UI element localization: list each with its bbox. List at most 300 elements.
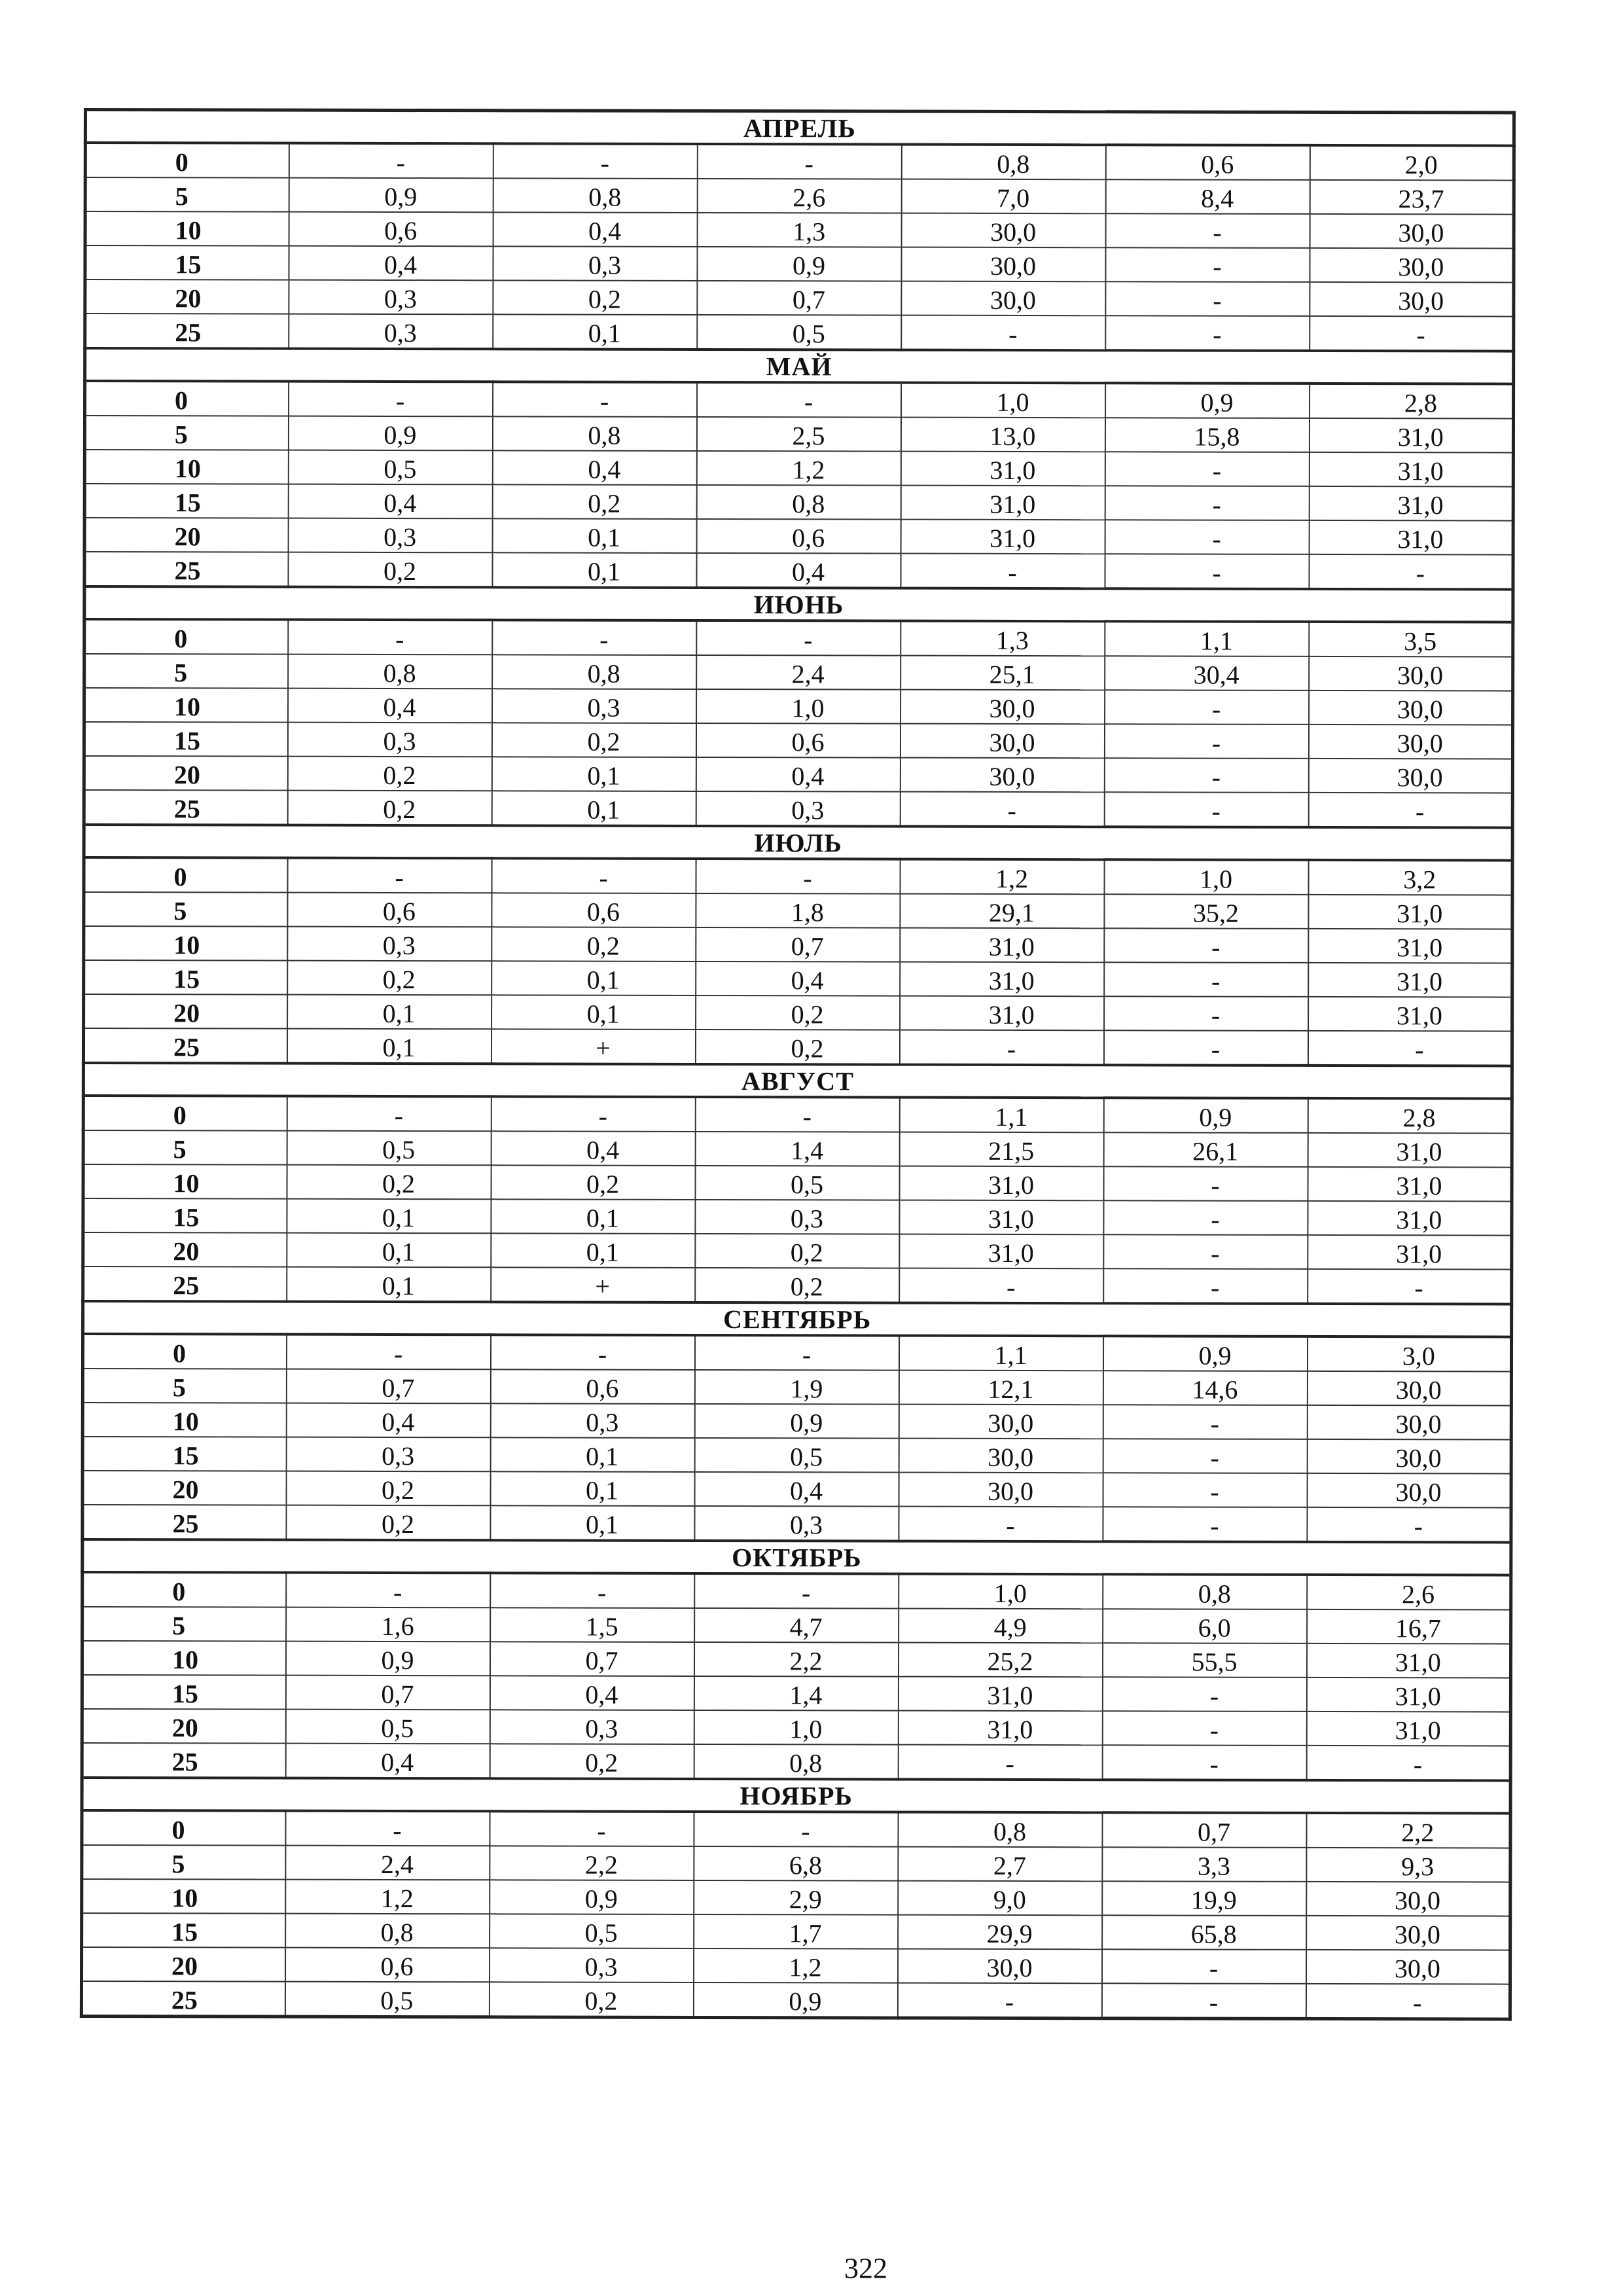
value-cell: - — [1105, 281, 1310, 316]
value-cell: 3,2 — [1308, 860, 1512, 895]
value-cell: 0,8 — [492, 655, 696, 689]
value-cell: - — [289, 382, 493, 417]
value-cell: 4,9 — [899, 1609, 1103, 1643]
value-cell: 25,2 — [898, 1643, 1102, 1677]
value-cell: - — [1306, 1984, 1510, 2019]
value-cell: - — [899, 1268, 1103, 1304]
value-cell: 0,5 — [697, 315, 901, 350]
table-row — [82, 1471, 1511, 1508]
value-cell: - — [1101, 1983, 1306, 2018]
value-cell: 1,0 — [901, 383, 1105, 418]
table-row — [84, 416, 1513, 453]
table-row — [84, 450, 1513, 487]
month-title: АВГУСТ — [83, 1063, 1512, 1099]
depth-cell: 10 — [84, 450, 288, 484]
value-cell: 0,8 — [492, 416, 696, 451]
table-row — [83, 1232, 1512, 1270]
value-cell: 0,4 — [289, 246, 493, 281]
value-cell: 30,0 — [899, 1439, 1103, 1473]
value-cell: 0,1 — [491, 791, 696, 826]
value-cell: 0,4 — [288, 484, 492, 519]
value-cell: 0,9 — [693, 1982, 897, 2018]
value-cell: - — [490, 1573, 694, 1608]
month-header-row — [85, 348, 1514, 384]
depth-cell: 20 — [82, 1471, 286, 1505]
value-cell: 25,1 — [901, 656, 1105, 691]
value-cell: 2,4 — [696, 655, 901, 690]
value-cell: 1,5 — [490, 1607, 694, 1642]
value-cell: 2,7 — [898, 1847, 1102, 1882]
value-cell: - — [697, 144, 901, 179]
value-cell: 0,7 — [696, 927, 900, 962]
value-cell: 30,0 — [898, 1949, 1102, 1984]
table-row — [84, 654, 1513, 691]
value-cell: 0,2 — [286, 1471, 490, 1506]
value-cell: 1,4 — [694, 1676, 898, 1711]
table-row — [82, 1334, 1511, 1372]
depth-cell: 10 — [82, 1641, 285, 1676]
value-cell: 0,1 — [492, 518, 696, 553]
value-cell: 0,3 — [492, 689, 696, 723]
value-cell: 0,6 — [287, 893, 491, 927]
value-cell: 0,3 — [490, 1403, 694, 1438]
value-cell: 1,3 — [697, 213, 901, 247]
value-cell: 3,0 — [1307, 1336, 1511, 1372]
value-cell: - — [899, 1507, 1103, 1542]
table-row — [82, 1572, 1511, 1610]
value-cell: 6,8 — [694, 1846, 898, 1881]
value-cell: 1,1 — [899, 1336, 1103, 1371]
value-cell: 30,0 — [1309, 691, 1513, 725]
value-cell: 7,0 — [901, 179, 1105, 214]
table-row — [84, 960, 1512, 997]
value-cell: - — [491, 1096, 695, 1132]
value-cell: - — [696, 859, 900, 894]
value-cell: - — [288, 620, 492, 655]
value-cell: 0,4 — [694, 1472, 899, 1507]
value-cell: 0,3 — [286, 1437, 490, 1472]
table-row — [84, 857, 1512, 895]
value-cell: 30,0 — [901, 213, 1105, 248]
value-cell: - — [1104, 792, 1308, 827]
depth-cell: 10 — [82, 1403, 286, 1437]
value-cell: - — [694, 1812, 898, 1847]
value-cell: 2,8 — [1310, 384, 1514, 419]
value-cell: 2,8 — [1308, 1098, 1512, 1134]
value-cell: 30,0 — [899, 1473, 1103, 1507]
depth-cell: 5 — [84, 416, 288, 450]
value-cell: 0,2 — [491, 927, 696, 961]
value-cell: 0,2 — [287, 1165, 491, 1200]
depth-cell: 25 — [85, 314, 289, 349]
value-cell: - — [1103, 1166, 1308, 1201]
value-cell: 0,9 — [285, 1641, 490, 1676]
depth-cell: 0 — [83, 1096, 287, 1131]
value-cell: - — [1105, 554, 1309, 589]
value-cell: 31,0 — [1308, 1201, 1512, 1236]
month-title: ОКТЯБРЬ — [82, 1539, 1511, 1575]
value-cell: 35,2 — [1104, 894, 1308, 929]
table-row — [82, 1607, 1511, 1644]
value-cell: 0,1 — [491, 961, 696, 996]
value-cell: 0,2 — [491, 723, 696, 757]
value-cell: - — [1105, 690, 1309, 725]
value-cell: 0,4 — [490, 1676, 694, 1710]
value-cell: - — [1105, 213, 1310, 248]
value-cell: + — [491, 1029, 695, 1064]
value-cell: 1,0 — [899, 1574, 1103, 1609]
value-cell: 1,2 — [900, 859, 1104, 895]
value-cell: 1,0 — [1104, 859, 1308, 895]
value-cell: 0,3 — [493, 246, 697, 281]
value-cell: 0,6 — [285, 1948, 490, 1982]
value-cell: 0,6 — [696, 723, 900, 758]
value-cell: 0,5 — [695, 1166, 899, 1200]
value-cell: 1,1 — [899, 1098, 1103, 1133]
value-cell: 31,0 — [1309, 486, 1513, 521]
value-cell: 0,1 — [492, 552, 696, 588]
value-cell: 30,0 — [1306, 1916, 1510, 1950]
depth-cell: 15 — [84, 722, 287, 757]
value-cell: 0,1 — [491, 995, 696, 1030]
value-cell: - — [1102, 1677, 1306, 1712]
value-cell: 31,0 — [1308, 997, 1512, 1031]
value-cell: 2,5 — [696, 417, 901, 452]
depth-cell: 15 — [82, 1437, 286, 1471]
value-cell: 0,9 — [490, 1880, 694, 1914]
value-cell: 30,0 — [1307, 1405, 1511, 1440]
value-cell: 0,6 — [696, 519, 901, 554]
table-row — [84, 688, 1513, 725]
depth-cell: 5 — [82, 1607, 286, 1641]
value-cell: 30,0 — [901, 281, 1105, 316]
value-cell: 1,8 — [696, 893, 900, 928]
value-cell: 30,0 — [1310, 282, 1514, 317]
value-cell: 0,4 — [288, 689, 492, 723]
value-cell: 0,5 — [490, 1914, 694, 1948]
value-cell: 0,1 — [493, 314, 697, 350]
value-cell: 0,7 — [1102, 1812, 1306, 1848]
value-cell: 23,7 — [1310, 180, 1514, 215]
depth-cell: 15 — [83, 1198, 287, 1233]
value-cell: - — [1308, 793, 1512, 828]
table-row — [82, 1810, 1510, 1848]
value-cell: 0,4 — [492, 450, 696, 485]
value-cell: 0,6 — [1105, 145, 1310, 180]
value-cell: 0,6 — [491, 893, 696, 927]
value-cell: 55,5 — [1102, 1643, 1306, 1677]
month-title: МАЙ — [85, 348, 1514, 384]
depth-cell: 10 — [84, 688, 288, 723]
depth-cell: 25 — [82, 1505, 286, 1540]
value-cell: 0,2 — [287, 791, 491, 826]
value-cell: 65,8 — [1102, 1915, 1306, 1950]
value-cell: 0,5 — [285, 1710, 490, 1744]
depth-cell: 5 — [82, 1845, 285, 1880]
value-cell: - — [1104, 724, 1308, 759]
value-cell: - — [901, 315, 1105, 351]
value-cell: 0,5 — [287, 1131, 491, 1166]
value-cell: 29,1 — [900, 894, 1104, 929]
value-cell: 1,2 — [694, 1948, 898, 1983]
value-cell: 9,0 — [898, 1881, 1102, 1916]
value-cell: 3,5 — [1309, 622, 1513, 657]
value-cell: 2,0 — [1310, 145, 1514, 181]
value-cell: 0,4 — [696, 757, 900, 792]
value-cell: 3,3 — [1102, 1847, 1306, 1882]
value-cell: 0,7 — [697, 281, 901, 315]
value-cell: 16,7 — [1307, 1609, 1511, 1644]
value-cell: - — [1105, 486, 1309, 520]
depth-cell: 15 — [85, 245, 289, 280]
table-row — [85, 381, 1514, 419]
value-cell: 0,2 — [695, 1030, 899, 1065]
value-cell: 0,2 — [491, 1165, 695, 1200]
value-cell: - — [1103, 1234, 1308, 1269]
depth-cell: 15 — [84, 960, 287, 995]
table-row — [82, 1641, 1510, 1678]
value-cell: - — [1310, 316, 1514, 351]
value-cell: 0,3 — [694, 1506, 899, 1541]
value-cell: - — [1105, 520, 1309, 554]
value-cell: 0,3 — [288, 518, 492, 553]
value-cell: - — [696, 620, 901, 656]
value-cell: 0,6 — [289, 212, 493, 247]
depth-cell: 25 — [83, 1028, 287, 1064]
value-cell: - — [1102, 1745, 1306, 1780]
table-row — [85, 211, 1514, 249]
value-cell: - — [900, 792, 1104, 827]
value-cell: 30,0 — [1306, 1950, 1510, 1984]
value-cell: 30,0 — [1307, 1473, 1511, 1508]
value-cell: 31,0 — [1308, 1133, 1512, 1168]
value-cell: 30,0 — [1308, 725, 1512, 759]
value-cell: 0,5 — [694, 1438, 899, 1473]
value-cell: - — [898, 1745, 1102, 1780]
value-cell: 0,1 — [287, 995, 491, 1030]
value-cell: - — [286, 1573, 490, 1608]
value-cell: - — [490, 1811, 694, 1846]
value-cell: 0,8 — [288, 655, 492, 689]
table-row — [83, 1198, 1512, 1236]
value-cell: - — [493, 382, 697, 417]
value-cell: - — [289, 143, 493, 179]
value-cell: 0,5 — [288, 450, 492, 485]
value-cell: - — [1103, 1405, 1307, 1439]
value-cell: 0,8 — [696, 485, 901, 520]
value-cell: - — [1105, 247, 1310, 282]
value-cell: 0,2 — [696, 996, 900, 1030]
depth-cell: 20 — [83, 1232, 287, 1267]
value-cell: - — [1103, 1439, 1307, 1473]
value-cell: 0,9 — [694, 1404, 899, 1439]
value-cell: - — [287, 858, 491, 893]
value-cell: - — [901, 554, 1105, 589]
depth-cell: 5 — [84, 654, 288, 689]
value-cell: 0,1 — [287, 1267, 491, 1302]
value-cell: - — [694, 1335, 899, 1371]
value-cell: - — [1104, 962, 1308, 997]
value-cell: 31,0 — [1306, 1643, 1510, 1678]
depth-cell: 25 — [83, 1266, 287, 1302]
value-cell: 31,0 — [1308, 895, 1512, 929]
value-cell: 8,4 — [1105, 179, 1310, 214]
table-row — [83, 1096, 1512, 1134]
month-header-row — [85, 110, 1514, 146]
value-cell: 0,3 — [287, 927, 491, 961]
value-cell: 0,4 — [696, 553, 901, 588]
value-cell: 0,8 — [694, 1744, 898, 1780]
value-cell: 31,0 — [901, 486, 1105, 520]
month-header-row — [83, 1063, 1512, 1099]
value-cell: 0,2 — [493, 280, 697, 315]
value-cell: 0,2 — [492, 484, 696, 519]
value-cell: - — [897, 1983, 1101, 2018]
value-cell: 0,1 — [490, 1471, 694, 1506]
page-number: 322 — [844, 2252, 887, 2284]
value-cell: 1,1 — [1105, 621, 1309, 656]
depth-cell: 10 — [84, 926, 287, 961]
month-title: АПРЕЛЬ — [85, 110, 1514, 146]
value-cell: - — [1104, 928, 1308, 963]
value-cell: - — [1104, 996, 1308, 1031]
value-cell: - — [1308, 1031, 1512, 1066]
value-cell: 0,9 — [1103, 1098, 1308, 1133]
value-cell: 31,0 — [898, 1711, 1102, 1746]
value-cell: 0,1 — [491, 757, 696, 791]
value-cell: 1,2 — [696, 451, 901, 486]
value-cell: 31,0 — [901, 520, 1105, 554]
value-cell: 1,4 — [695, 1132, 899, 1166]
table-row — [84, 552, 1513, 590]
table-body — [81, 110, 1514, 2020]
depth-cell: 10 — [83, 1164, 287, 1199]
value-cell: 0,8 — [901, 145, 1105, 180]
value-cell: 2,4 — [285, 1846, 490, 1880]
value-cell: 1,2 — [285, 1880, 490, 1914]
value-cell: - — [694, 1573, 899, 1609]
value-cell: 31,0 — [899, 1234, 1103, 1269]
value-cell: 30,0 — [900, 724, 1104, 759]
month-title: НОЯБРЬ — [82, 1778, 1510, 1814]
table-row — [81, 1981, 1510, 2019]
value-cell: 30,0 — [1307, 1439, 1511, 1474]
value-cell: - — [287, 1096, 491, 1132]
table-row — [82, 1845, 1510, 1882]
value-cell: - — [1307, 1507, 1511, 1543]
value-cell: 0,3 — [490, 1710, 694, 1744]
table-row — [84, 926, 1512, 963]
value-cell: 0,6 — [490, 1369, 694, 1404]
value-cell: 0,8 — [1103, 1574, 1307, 1609]
value-cell: - — [899, 1030, 1103, 1066]
value-cell: 6,0 — [1103, 1609, 1307, 1643]
table-row — [84, 756, 1512, 793]
table-row — [82, 1505, 1511, 1543]
value-cell: 0,1 — [491, 1199, 695, 1234]
value-cell: 21,5 — [899, 1132, 1103, 1167]
depth-cell: 15 — [82, 1675, 285, 1710]
table-row — [83, 1028, 1512, 1066]
depth-cell: 25 — [81, 1981, 285, 2017]
value-cell: - — [286, 1335, 490, 1370]
value-cell: 2,6 — [1307, 1575, 1511, 1610]
value-cell: 0,3 — [695, 1200, 899, 1234]
value-cell: 0,8 — [493, 178, 697, 213]
value-cell: 0,3 — [696, 791, 900, 827]
depth-cell: 20 — [84, 994, 287, 1029]
month-header-row — [84, 825, 1512, 861]
value-cell: 2,2 — [694, 1642, 898, 1677]
value-cell: 13,0 — [901, 418, 1105, 452]
value-cell: 14,6 — [1103, 1371, 1307, 1405]
value-cell: 31,0 — [1308, 929, 1512, 963]
depth-cell: 25 — [84, 552, 288, 587]
value-cell: 0,2 — [287, 757, 491, 791]
table-row — [83, 1266, 1512, 1304]
depth-cell: 0 — [82, 1810, 285, 1846]
month-title: ИЮНЬ — [84, 586, 1513, 622]
value-cell: 31,0 — [899, 1166, 1103, 1201]
value-cell: 0,2 — [286, 1505, 490, 1541]
value-cell: 0,8 — [285, 1914, 490, 1948]
value-cell: 4,7 — [694, 1608, 899, 1643]
value-cell: - — [491, 858, 696, 893]
depth-cell: 20 — [84, 756, 287, 791]
depth-cell: 5 — [84, 892, 287, 927]
table-row — [84, 722, 1512, 759]
depth-cell: 15 — [82, 1913, 285, 1948]
table-row — [83, 1130, 1512, 1168]
value-cell: 31,0 — [1308, 1167, 1512, 1202]
depth-cell: 5 — [85, 177, 289, 212]
depth-cell: 0 — [82, 1334, 286, 1369]
table-row — [82, 1437, 1511, 1474]
depth-cell: 20 — [85, 279, 289, 314]
depth-cell: 0 — [85, 143, 289, 178]
value-cell: 0,4 — [285, 1744, 490, 1779]
value-cell: 2,2 — [490, 1846, 694, 1880]
value-cell: - — [1102, 1949, 1306, 1984]
value-cell: 29,9 — [898, 1915, 1102, 1950]
value-cell: - — [1103, 1268, 1308, 1304]
value-cell: 0,5 — [285, 1982, 489, 2017]
table-row — [85, 245, 1514, 283]
value-cell: 0,8 — [898, 1812, 1102, 1848]
table-row — [85, 143, 1514, 181]
table-row — [82, 1369, 1511, 1406]
value-cell: 26,1 — [1103, 1132, 1308, 1167]
table-row — [83, 1164, 1512, 1202]
value-cell: + — [491, 1267, 695, 1302]
table-row — [84, 518, 1513, 555]
value-cell: 31,0 — [1306, 1712, 1510, 1746]
data-table — [80, 108, 1516, 2021]
depth-cell: 0 — [82, 1572, 286, 1607]
month-header-row — [83, 1301, 1512, 1337]
value-cell: 31,0 — [900, 996, 1104, 1031]
value-cell: 0,3 — [289, 314, 493, 350]
value-cell: 0,9 — [288, 416, 492, 451]
value-cell: - — [1102, 1711, 1306, 1746]
depth-cell: 5 — [83, 1130, 287, 1165]
table-row — [82, 1675, 1510, 1712]
value-cell: 31,0 — [900, 928, 1104, 963]
value-cell: 1,9 — [694, 1370, 899, 1405]
depth-cell: 5 — [82, 1369, 286, 1403]
value-cell: - — [1104, 758, 1308, 793]
value-cell: - — [1308, 1269, 1512, 1304]
